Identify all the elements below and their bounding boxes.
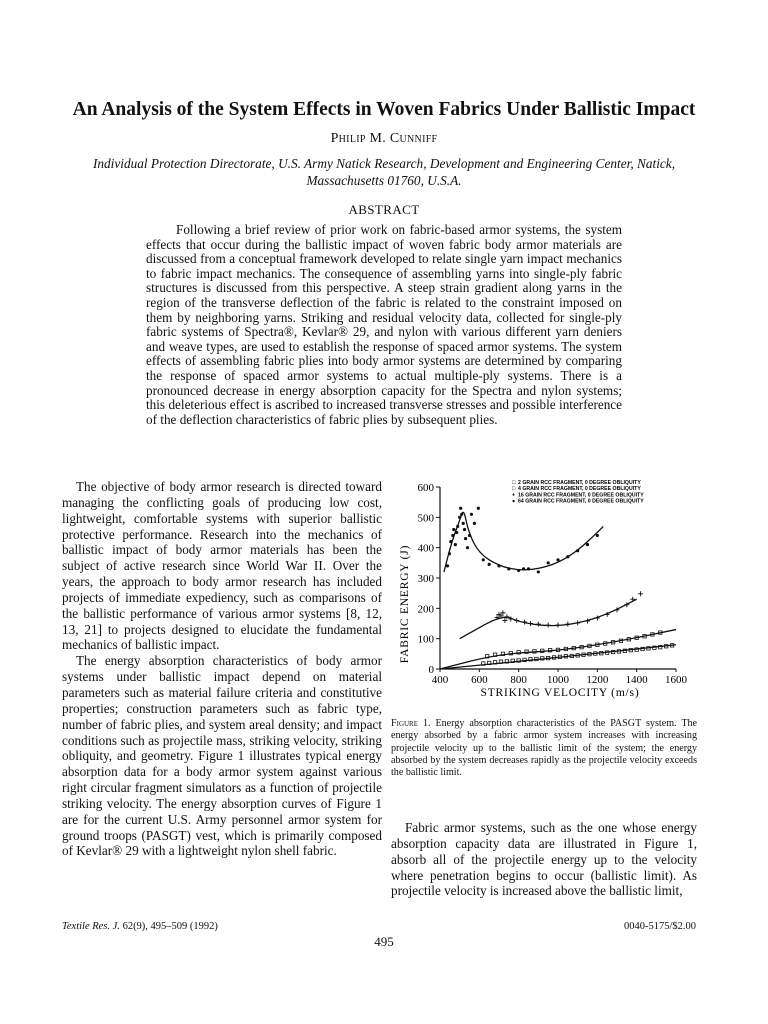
abstract-text: Following a brief review of prior work on fabric-based armor systems, the system effects that occur during the ballistic impact of woven fabric body armor materials are discussed from a conceptual framework developed to relate single yarn impact mechanics to fabric impact mechanics. The consequence of assembling yarns into single-ply fabric structures is discussed from this perspective. A steep strain gradient along yarns in the region of the transverse deflection of the fabric is related to the constraint imposed on them by neighboring yarns. Striking and residual velocity data, collected for single-ply fabric systems of Spectra®, Kevlar® 29, and nylon with various different yarn deniers and weave types, are used to establish the response of spaced armor systems. The system effects of assembling fabric plies into body armor systems are determined by comparing the response of spaced armor systems to actual multiple-ply systems. There is a pronounced decrease in energy absorption capacity for the Spectra and nylon systems; this deleterious effect is ascribed to increased transverse stresses and possible interference of the deflection characteristics of fabric plies by subsequent plies. [146, 222, 622, 427]
x-tick-label: 800 [510, 674, 527, 686]
data-point [448, 552, 451, 555]
figure-caption [391, 718, 697, 779]
journal-name: Textile Res. J. [62, 921, 120, 932]
data-point [482, 558, 485, 561]
figure-1 [384, 470, 704, 710]
legend-marker: + [512, 492, 516, 499]
data-point [596, 534, 599, 537]
y-tick-label: 300 [417, 573, 434, 585]
data-point [536, 622, 541, 627]
y-tick-label: 200 [417, 603, 434, 616]
data-point [451, 534, 454, 537]
y-tick-label: 400 [417, 542, 434, 555]
data-point [454, 543, 457, 546]
data-point [477, 507, 480, 510]
data-point [464, 537, 467, 540]
data-point [566, 555, 569, 558]
data-point [565, 622, 570, 627]
y-tick-label: 500 [417, 512, 434, 525]
legend-marker: □ [512, 480, 516, 486]
data-point [556, 558, 559, 561]
data-point [452, 528, 455, 531]
data-point [462, 522, 465, 525]
legend-entry: 4 GRAIN RCC FRAGMENT, 0 DEGREE OBLIQUITY [518, 486, 641, 493]
author-name: Philip M. Cunniff [330, 131, 438, 146]
x-axis-label: STRIKING VELOCITY (m/s) [480, 687, 640, 699]
series-curve-4 [444, 512, 603, 572]
data-point [446, 564, 449, 567]
data-point [586, 543, 589, 546]
legend-entry: 2 GRAIN RCC FRAGMENT, 0 DEGREE OBLIQUITY [518, 480, 641, 486]
data-point [556, 623, 561, 628]
x-tick-label: 1400 [625, 674, 648, 686]
data-point [507, 567, 510, 570]
abstract-heading: ABSTRACT [348, 202, 420, 217]
legend-entry: 64 GRAIN RCC FRAGMENT, 0 DEGREE OBLIQUITY [518, 498, 644, 505]
author-affiliation: Individual Protection Directorate, U.S. Army Natick Research, Development and Engineering Center, Natick, Massachusetts 01760, U.S.A. [92, 156, 676, 188]
legend-marker: ● [512, 498, 516, 505]
data-point [537, 570, 540, 573]
energy-absorption-chart [384, 470, 704, 710]
data-point [460, 513, 463, 516]
body-right-column [391, 820, 697, 899]
x-tick-label: 1200 [586, 674, 609, 686]
data-point [470, 513, 473, 516]
data-point [638, 591, 643, 596]
x-tick-label: 1000 [547, 674, 569, 686]
data-point [546, 623, 551, 628]
y-tick-label: 100 [417, 633, 434, 646]
data-point [522, 567, 525, 570]
data-point [463, 528, 466, 531]
data-point [517, 569, 520, 572]
body-paragraph: The energy absorption characteristics of body armor systems under ballistic impact depend on material parameters such as material failure criteria and constitutive properties; construction parameters such as fabric type, number of fabric plies, and system areal density; and impact conditions such as projectile mass, striking velocity, striking obliquity, and geometry. Figure 1 illustrates typical energy absorption data for a body armor system against various right circular fragment simulators as a function of projectile striking velocity. The energy absorption curves of Figure 1 are for the current U.S. Army personnel armor system for ground troops (PASGT) vest, which is primarily composed of Kevlar® 29 with a lightweight nylon shell fabric. [62, 653, 382, 859]
data-point [575, 620, 580, 625]
data-point [473, 522, 476, 525]
data-point [456, 525, 459, 528]
data-point [458, 516, 461, 519]
data-point [527, 567, 530, 570]
y-axis-label: FABRIC ENERGY (J) [399, 544, 411, 664]
figure-caption-label: Figure 1. [391, 718, 431, 729]
data-point [528, 621, 533, 626]
data-point [459, 507, 462, 510]
x-tick-label: 400 [431, 674, 449, 686]
data-point [514, 618, 519, 623]
y-tick-label: 0 [428, 664, 434, 676]
data-point [488, 563, 491, 566]
data-point [497, 564, 500, 567]
body-left-column [62, 479, 382, 859]
journal-volume: 62(9), 495–509 (1992) [122, 921, 218, 932]
body-paragraph: The objective of body armor research is directed toward managing the conflicting goals of producing low cost, lightweight, comfortable systems with superior ballistic protective performance. Research into the mechanics of ballistic impact of body armor materials has been the subject of active research since World War II. Over the years, the approach to body armor research has included projects of immediate expediency, such as comparisons of the ballistic performance of various armor systems [8, 12, 13, 21] to projects designed to elucidate the fundamental mechanics of ballistic impact. [62, 479, 382, 653]
data-point [455, 531, 458, 534]
data-point [449, 540, 452, 543]
data-point [466, 546, 469, 549]
data-point [576, 549, 579, 552]
paper-title: An Analysis of the System Effects in Woven Fabrics Under Ballistic Impact [72, 99, 696, 120]
data-point [522, 619, 527, 624]
data-point [547, 561, 550, 564]
issn-code: 0040-5175/$2.00 [623, 921, 696, 932]
page-number: 495 [374, 934, 394, 949]
data-point [468, 534, 471, 537]
x-tick-label: 1600 [665, 674, 687, 686]
series-curve-3 [460, 599, 637, 638]
legend-entry: 16 GRAIN RCC FRAGMENT, 0 DEGREE OBLIQUITY [518, 492, 644, 499]
x-tick-label: 600 [471, 674, 488, 686]
body-paragraph: Fabric armor systems, such as the one whose energy absorption capacity data are illustrated in Figure 1, absorb all of the projectile energy up to the velocity where penetration begins to occur (ballistic limit). As projectile velocity is increased above the ballistic limit, [391, 820, 697, 899]
y-tick-label: 600 [417, 482, 434, 494]
legend-marker: □ [512, 486, 516, 493]
figure-caption-text: Energy absorption characteristics of the PASGT system. The energy absorbed by a fabric armor system increases with increasing projectile velocity up to the ballistic limit of the system; the energy absorbed by the system decreases rapidly as the projectile velocity exceeds the ballistic limit. [391, 718, 698, 779]
journal-citation [62, 921, 218, 932]
